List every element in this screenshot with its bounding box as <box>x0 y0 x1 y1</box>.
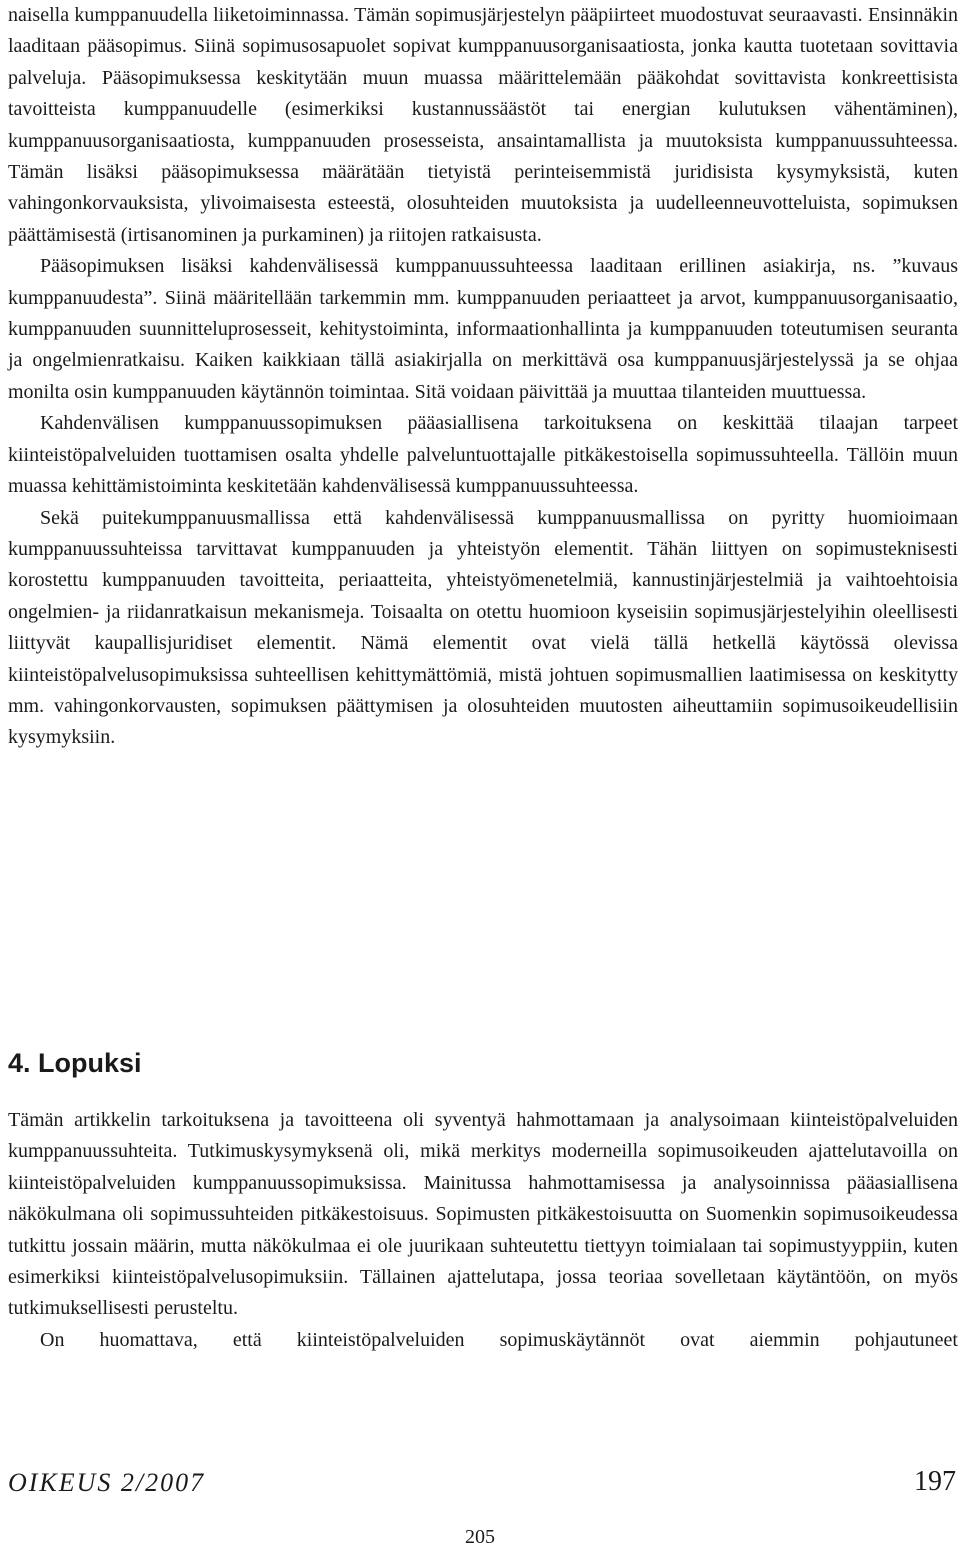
paragraph: Sekä puitekumppanuusmallissa että kahdenvälisessä kumppanuusmallissa on pyritty huomioimaan kumppanuussuhteissa tarvittavat kumppanuuden ja yhteistyön elementit. Tähän liittyen on sopimusteknisesti korostettu kumppanuuden tavoitteita, periaatteita, yhteistyömenetelmiä, kannustinjärjestelmiä ja vaihtoehtoisia ongelmien- ja riidanratkaisun mekanismeja. Toisaalta on otettu huomioon kyseisiin sopimusjärjestelyihin oleellisesti liittyvät kaupallisjuridiset elementit. Nämä elementit ovat vielä tällä hetkellä käytössä olevissa kiinteistöpalvelusopimuksissa suhteellisen kehittymättömiä, mistä johtuen sopimusmallien laatimisessa on keskitytty mm. vahingonkorvausten, sopimuksen päättymisen ja olosuhteiden muutosten aiheuttamiin sopimusoikeudellisiin kysymyksiin. <box>8 506 958 749</box>
paragraph: Tämän artikkelin tarkoituksena ja tavoitteena oli syventyä hahmottamaan ja analysoimaan kiinteistöpalveluiden kumppanuussuhteita. Tutkimuskysymyksenä oli, mikä merkitys moderneilla sopimusoikeuden ajattelutavoilla on kiinteistöpalveluiden kumppanuussopimuksissa. Mainitussa hahmottamisessa ja analysoinnissa pääasiallisena näkökulmana oli sopimussuhteiden pitkäkestoisuus. Sopimusten pitkäkestoisuutta on Suomenkin sopimusoikeudessa tutkittu jossain määrin, mutta näkökulmaa ei ole juurikaan suhteutettu tiettyyn toimialaan tai sopimustyyppiin, kuten esimerkiksi kiinteistöpalvelusopimuksiin. Tällainen ajattelutapa, jossa teoriaa sovelletaan käytäntöön, on myös tutkimuksellisesti perusteltu. <box>8 1109 958 1320</box>
section-heading: 4. Lopuksi <box>8 1048 142 1078</box>
page-number: 197 <box>914 1466 956 1497</box>
body-section-1 <box>8 0 958 754</box>
body-section-2 <box>8 1105 958 1356</box>
sequence-number: 205 <box>465 1526 495 1548</box>
paragraph: Kahdenvälisen kumppanuussopimuksen pääasiallisena tarkoituksena on keskittää tilaajan tarpeet kiinteistöpalveluiden tuottamisen osalta yhdelle palveluntuottajalle pitkäkestoisella sopimussuhteella. Tällöin muun muassa kehittämistoiminta keskitetään kahdenvälisessä kumppanuussuhteessa. <box>8 412 958 498</box>
paragraph: On huomattava, että kiinteistöpalveluiden sopimuskäytännöt ovat aiemmin pohjautuneet <box>40 1328 958 1351</box>
paragraph: Pääsopimuksen lisäksi kahdenvälisessä kumppanuussuhteessa laaditaan erillinen asiakirja, ns. ”kuvaus kumppanuudesta”. Siinä määritellään tarkemmin mm. kumppanuuden periaatteet ja arvot, kumppanuusorganisaatio, kumppanuuden suunnitteluprosesseit, kehitystoiminta, informaationhallinta ja kumppanuuden toteutumisen seuranta ja ongelmienratkaisu. Kaiken kaikkiaan tällä asiakirjalla on merkittävä osa kumppanuusjärjestelyssä ja se ohjaa monilta osin kumppanuuden käytännön toimintaa. Sitä voidaan päivittää ja muuttaa tilanteiden muuttuessa. <box>8 255 958 403</box>
journal-name: OIKEUS 2/2007 <box>8 1468 206 1497</box>
paragraph: naisella kumppanuudella liiketoiminnassa. Tämän sopimusjärjestelyn pääpiirteet muodostuvat seuraavasti. Ensinnäkin laaditaan pääsopimus. Siinä sopimusosapuolet sopivat kumppanuusorganisaatiosta, jonka kautta tuotetaan sovittavia palveluja. Pääsopimuksessa keskitytään muun muassa määrittelemään pääkohdat sovittavista konkreettisista tavoitteista kumppanuudelle (esimerkiksi kustannussäästöt tai energian kulutuksen vähentäminen), kumppanuusorganisaatiosta, kumppanuuden prosesseista, ansaintamallista ja muutoksista kumppanuussuhteessa. Tämän lisäksi pääsopimuksessa määrätään tietyistä perinteisemmistä juridisista kysymyksistä, kuten vahingonkorvauksista, ylivoimaisesta esteestä, olosuhteiden muutoksista ja uudelleenneuvotteluista, sopimuksen päättämisestä (irtisanominen ja purkaminen) ja riitojen ratkaisusta. <box>8 4 958 246</box>
